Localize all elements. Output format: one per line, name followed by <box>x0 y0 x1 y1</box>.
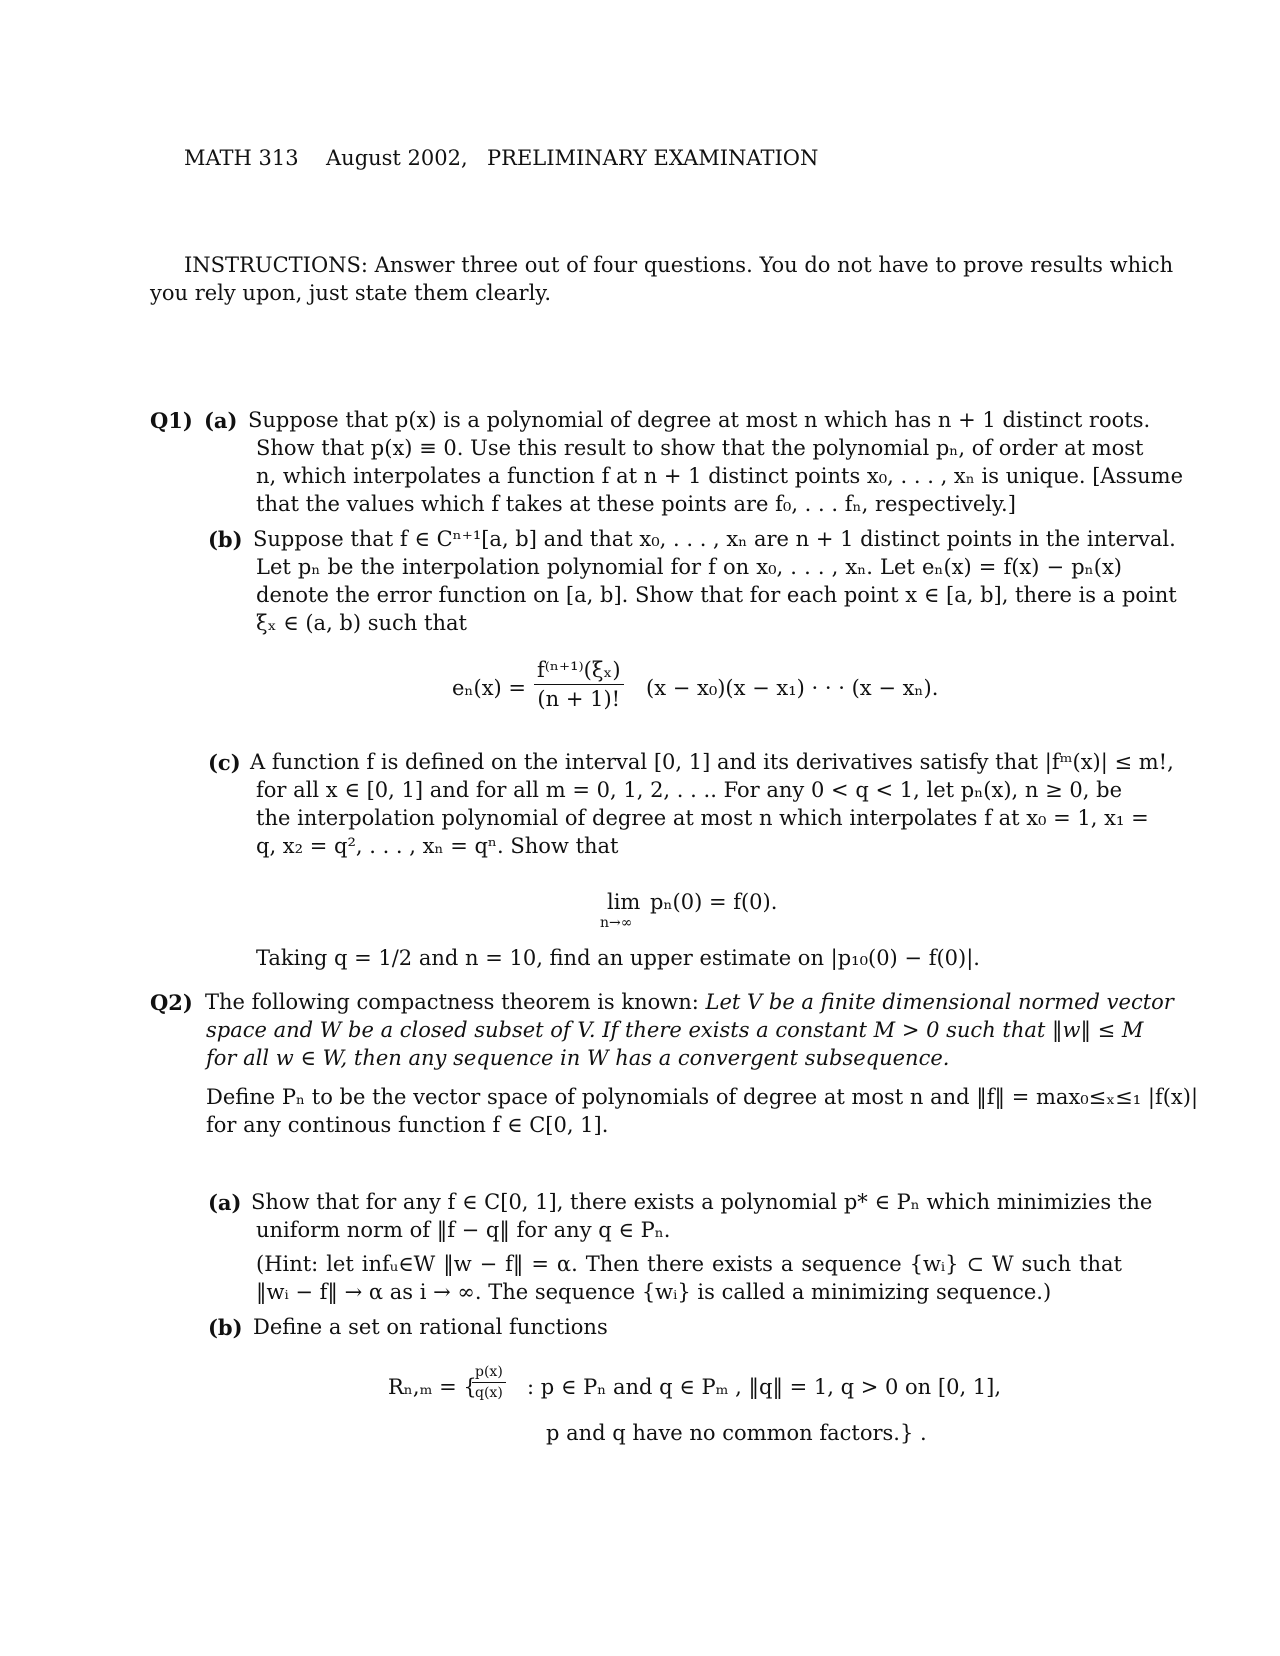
q1a-text-2: Show that p(x) ≡ 0. Use this result to show that the polynomial pₙ, of order at most <box>256 436 1144 460</box>
set-numerator: p(x) <box>472 1364 506 1383</box>
error-formula-fraction <box>532 658 626 711</box>
limit-expression: pₙ(0) = f(0). <box>650 890 778 914</box>
q2a-label: (a) <box>208 1190 242 1215</box>
q2-define-line-2: for any continous function f ∈ C[0, 1]. <box>206 1113 609 1137</box>
exam-title: PRELIMINARY EXAMINATION <box>487 146 819 170</box>
set-fraction <box>470 1364 508 1401</box>
exam-date: August 2002, <box>326 146 468 170</box>
error-formula-numerator: f⁽ⁿ⁺¹⁾(ξₓ) <box>534 658 624 685</box>
q1b-text-2: Let pₙ be the interpolation polynomial for f on x₀, . . . , xₙ. Let eₙ(x) = f(x) − pₙ(x) <box>256 555 1122 579</box>
q1c-text-1: A function f is defined on the interval [0, 1] and its derivatives satisfy that |fᵐ(x)| ≤ m!, <box>250 750 1174 774</box>
set-rhs: : p ∈ Pₙ and q ∈ Pₘ , ‖q‖ = 1, q > 0 on [0, 1], <box>527 1375 1002 1399</box>
set-lhs: Rₙ,ₘ = { <box>388 1375 477 1399</box>
q1a-text-4: that the values which f takes at these points are f₀, . . . fₙ, respectively.] <box>256 492 1016 516</box>
q1b-text-3: denote the error function on [a, b]. Show that for each point x ∈ [a, b], there is a point <box>256 583 1177 607</box>
limit-subscript: n→∞ <box>600 915 633 931</box>
q2a-text-3: (Hint: let infᵤ∈W ‖w − f‖ = α. Then there exists a sequence {wᵢ} ⊂ W such that <box>256 1252 1122 1276</box>
q1c-text-3: the interpolation polynomial of degree at most n which interpolates f at x₀ = 1, x₁ = <box>256 806 1149 830</box>
q1a-text-1: Suppose that p(x) is a polynomial of degree at most n which has n + 1 distinct roots. <box>248 408 1151 432</box>
instructions-line-2: you rely upon, just state them clearly. <box>150 281 552 305</box>
q2a-text-1: Show that for any f ∈ C[0, 1], there exists a polynomial p* ∈ Pₙ which minimizies the <box>251 1190 1153 1214</box>
q1c-text-4: q, x₂ = q², . . . , xₙ = qⁿ. Show that <box>256 834 619 858</box>
q2-intro-line-1 <box>205 990 1174 1014</box>
q2a-text-2: uniform norm of ‖f − q‖ for any q ∈ Pₙ. <box>256 1218 671 1242</box>
q2b-text-1: Define a set on rational functions <box>253 1315 608 1339</box>
q1b-text-1: Suppose that f ∈ Cⁿ⁺¹[a, b] and that x₀, . . . , xₙ are n + 1 distinct points in the interval. <box>253 527 1176 551</box>
instructions-line-1: INSTRUCTIONS: Answer three out of four questions. You do not have to prove results which <box>184 253 1174 277</box>
course-code: MATH 313 <box>184 146 299 170</box>
limit-word: lim <box>607 890 641 914</box>
set-line-2: p and q have no common factors.} . <box>546 1421 927 1445</box>
q2-intro-italic: Let V be a finite dimensional normed vector <box>705 990 1174 1014</box>
q2-intro-plain: The following compactness theorem is known: <box>205 990 699 1014</box>
q1-label: Q1) <box>150 408 193 433</box>
q2a-text-4: ‖wᵢ − f‖ → α as i → ∞. The sequence {wᵢ} is called a minimizing sequence.) <box>256 1280 1052 1304</box>
q1a-label: (a) <box>204 408 238 433</box>
q1c-taking: Taking q = 1/2 and n = 10, find an upper estimate on |p₁₀(0) − f(0)|. <box>256 946 980 970</box>
q2-intro-line-3: for all w ∈ W, then any sequence in W has a convergent subsequence. <box>206 1046 950 1070</box>
set-denominator: q(x) <box>475 1385 503 1401</box>
q2b-label: (b) <box>208 1315 243 1340</box>
q1a-text-3: n, which interpolates a function f at n + 1 distinct points x₀, . . . , xₙ is unique. [Assume <box>256 464 1183 488</box>
q1c-label: (c) <box>208 750 241 775</box>
error-formula-denominator: (n + 1)! <box>537 687 621 711</box>
error-formula-lhs: eₙ(x) = <box>452 676 527 700</box>
q2-intro-line-2: space and W be a closed subset of V. If there exists a constant M > 0 such that ‖w‖ ≤ M <box>206 1018 1144 1042</box>
q2-label: Q2) <box>150 990 193 1015</box>
error-formula-rhs: (x − x₀)(x − x₁) · · · (x − xₙ). <box>646 676 939 700</box>
q1b-label: (b) <box>208 527 243 552</box>
q1b-text-4: ξₓ ∈ (a, b) such that <box>256 611 467 635</box>
q1c-text-2: for all x ∈ [0, 1] and for all m = 0, 1, 2, . . .. For any 0 < q < 1, let pₙ(x), n ≥ 0, be <box>256 778 1122 802</box>
q2-define-line-1: Define Pₙ to be the vector space of polynomials of degree at most n and ‖f‖ = max₀≤ₓ≤₁ |f(x)| <box>206 1085 1199 1109</box>
